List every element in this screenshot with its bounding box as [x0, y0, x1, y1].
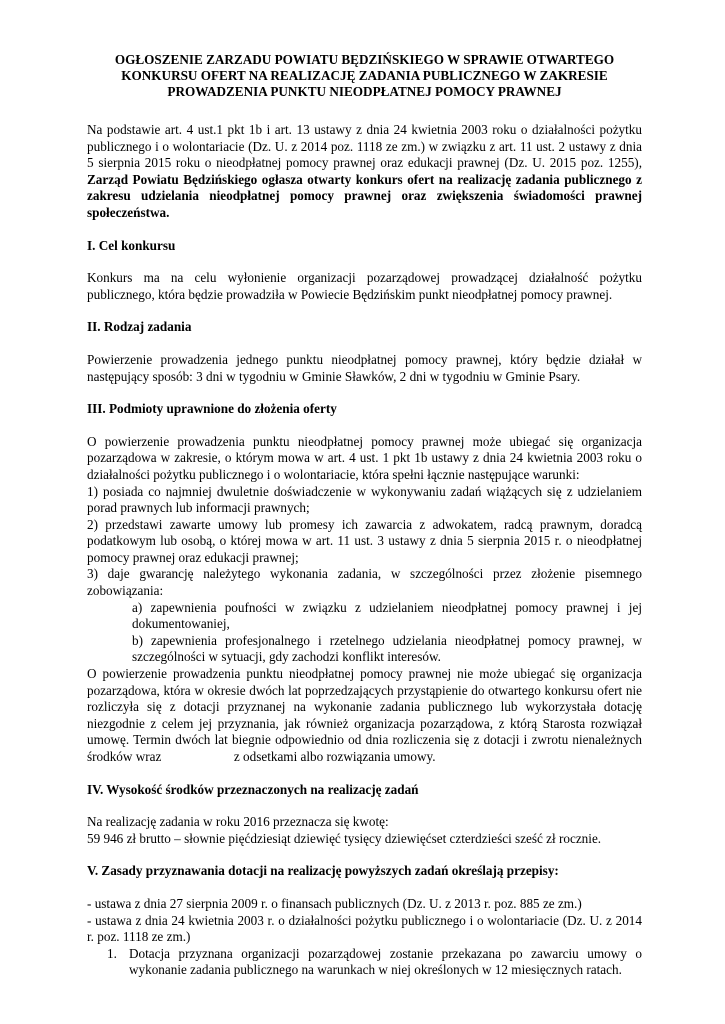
title-line-2: KONKURSU OFERT NA REALIZACJĘ ZADANIA PUBLICZNEGO W ZAKRESIE — [121, 68, 608, 83]
section-4-amount: 59 946 zł brutto – słownie pięćdziesiąt dziewięć tysięcy dziewięćset czterdzieści sześć zł rocznie. — [87, 830, 602, 846]
regulation-1: - ustawa z dnia 27 sierpnia 2009 r. o finansach publicznych (Dz. U. z 2013 r. poz. 885 ze zm.) — [87, 895, 582, 911]
section-3-heading: III. Podmioty uprawnione do złożenia oferty — [87, 401, 337, 417]
numbered-item-1-text: Dotacja przyznana organizacji pozarządowej zostanie przekazana po zawarciu umowy o wykonanie zadania publicznego na warunkach w niej określonych w 12 miesięcznych ratach. — [129, 945, 642, 978]
intro-paragraph — [87, 122, 642, 222]
section-4-line-1: Na realizację zadania w roku 2016 przeznacza się kwotę: — [87, 814, 389, 830]
condition-3b: b) zapewnienia profesjonalnego i rzetelnego udzielania nieodpłatnej pomocy prawnej, w szczególności w sytuacji, gdy zachodzi konflikt interesów. — [132, 632, 642, 665]
title-line-1: OGŁOSZENIE ZARZADU POWIATU BĘDZIŃSKIEGO W SPRAWIE OTWARTEGO — [114, 52, 615, 67]
intro-bold-text: Zarząd Powiatu Będzińskiego ogłasza otwarty konkurs ofert na realizację zadania publicznego z zakresu udzielania nieodpłatnej pomocy prawnej oraz zwiększenia świadomości prawnej społeczeństwa. — [87, 171, 642, 220]
condition-2: 2) przedstawi zawarte umowy lub promesy ich zawarcia z adwokatem, radcą prawnym, doradcą podatkowym lub osobą, o której mowa w art. 11 ust. 3 ustawy z dnia 5 sierpnia 2015 r. o nieodpłatnej pomocy prawnej oraz edukacji prawnej; — [87, 516, 642, 565]
document-page — [87, 52, 646, 979]
condition-3a: a) zapewnienia poufności w związku z udzielaniem nieodpłatnej pomocy prawnej i jej dokumentowaniej, — [132, 599, 642, 632]
section-2-text: Powierzenie prowadzenia jednego punktu nieodpłatnej pomocy prawnej, który będzie działał w następujący sposób: 3 dni w tygodniu w Gminie Sławków, 2 dni w tygodniu w Gminie Psary. — [87, 351, 642, 384]
condition-3: 3) daje gwarancję należytego wykonania zadania, w szczególności przez złożenie pisemnego zobowiązania: — [87, 566, 642, 599]
regulation-2: - ustawa z dnia 24 kwietnia 2003 r. o działalności pożytku publicznego i o wolontariacie (Dz. U. z 2014 r. poz. 1118 ze zm.) — [87, 912, 642, 945]
document-title — [87, 52, 642, 100]
section-1-text: Konkurs ma na celu wyłonienie organizacji pozarządowej prowadzącej działalność pożytku publicznego, która będzie prowadziła w Powiecie Będzińskim punkt nieodpłatnej pomocy prawnej. — [87, 270, 642, 302]
numbered-item-1 — [87, 946, 642, 979]
condition-1: 1) posiada co najmniej dwuletnie doświadczenie w wykonywaniu zadań wiążących się z udzielaniem porad prawnych lub informacji prawnych; — [87, 483, 642, 516]
section-3-intro: O powierzenie prowadzenia punktu nieodpłatnej pomocy prawnej może ubiegać się organizacja pozarządowa w zakresie, o którym mowa w art. 4 ust. 1 pkt 1b ustawy z dnia 24 kwietnia 2003 roku o działalności pożytku publicznego i o wolontariacie, która spełni łącznie następujące warunki: — [87, 433, 642, 482]
intro-text: Na podstawie art. 4 ust.1 pkt 1b i art. 13 ustawy z dnia 24 kwietnia 2003 roku o działalności pożytku publicznego i o wolontariacie (Dz. U. z 2014 poz. 1118 ze zm.) w związku z art. 11 ust. 2 ustawy z dnia 5 sierpnia 2015 roku o nieodpłatnej pomocy prawnej oraz edukacji prawnej (Dz. U. 2015 poz. 1255), — [87, 122, 642, 171]
exclusion-paragraph: O powierzenie prowadzenia punktu nieodpłatnej pomocy prawnej nie może ubiegać się organizacja pozarządowa, która w okresie dwóch lat poprzedzających przystąpienie do otwartego konkursu ofert nie rozliczyła się z dotacji przyznanej na wykonanie zadania publicznego lub wykorzystała dotację niezgodnie z celem jej przyznania, jak również organizacja pozarządowa, z którą Starosta rozwiązał umowę. Termin dwóch lat biegnie odpowiednio od dnia rozliczenia się z dotacji i zwrotu nienależnych środków wraz z odsetkami albo rozwiązania umowy. — [87, 666, 646, 764]
title-line-3: PROWADZENIA PUNKTU NIEODPŁATNEJ POMOCY PRAWNEJ — [167, 84, 562, 99]
numbered-item-1-number: 1. — [107, 945, 117, 961]
section-5-heading: V. Zasady przyznawania dotacji na realizację powyższych zadań określają przepisy: — [87, 863, 559, 879]
section-2-heading: II. Rodzaj zadania — [87, 319, 192, 335]
section-4-heading: IV. Wysokość środków przeznaczonych na realizację zadań — [87, 781, 419, 797]
section-1-heading: I. Cel konkursu — [87, 237, 176, 253]
